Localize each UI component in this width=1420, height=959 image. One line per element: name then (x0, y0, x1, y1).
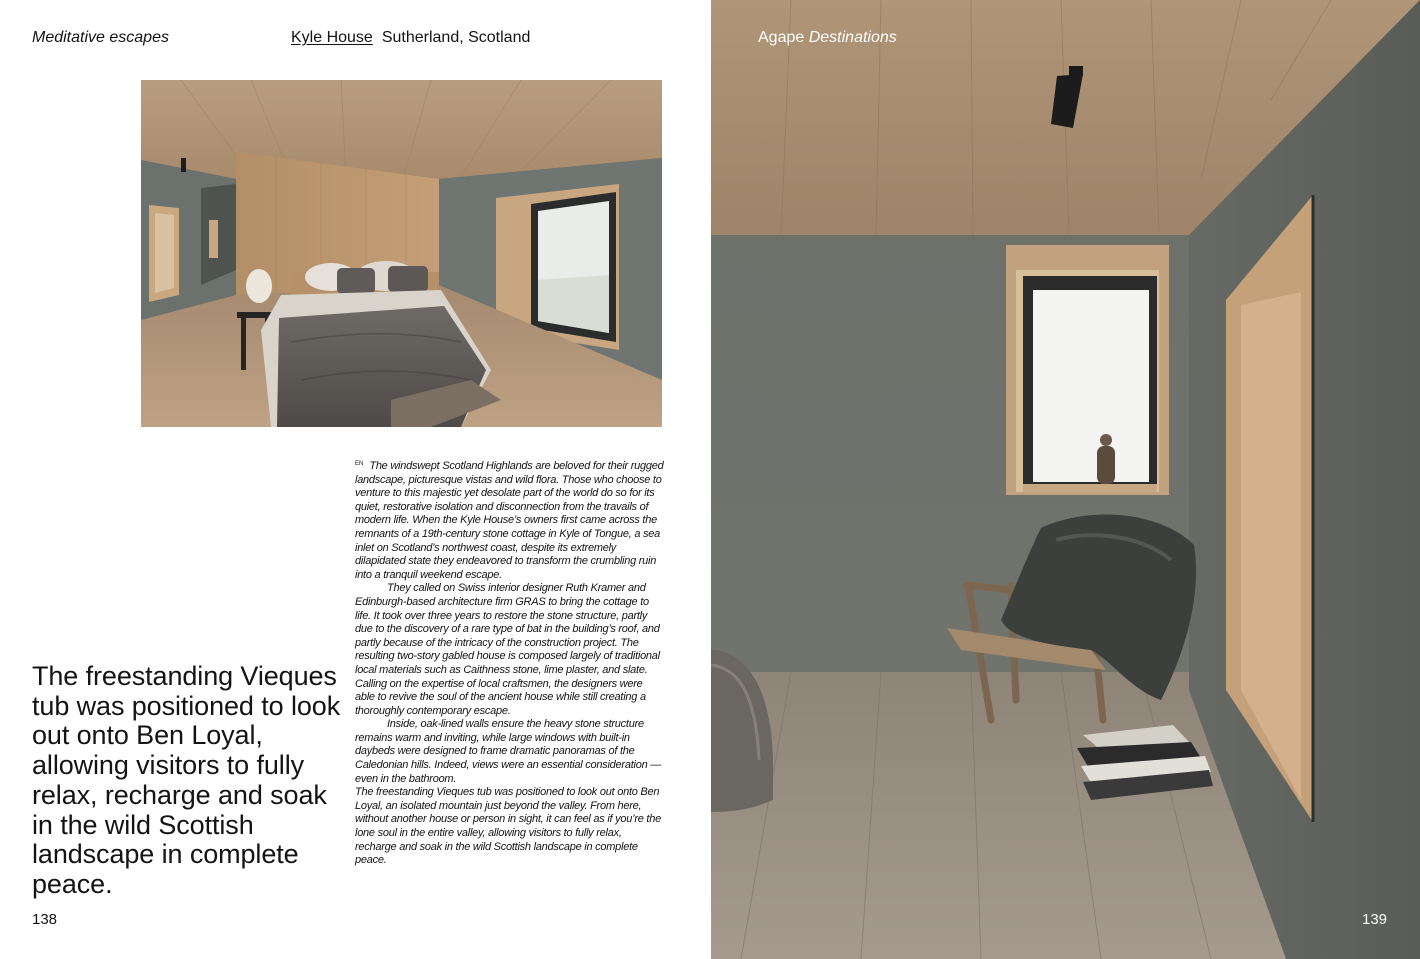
bedroom-photo (141, 80, 662, 427)
right-page (711, 0, 1420, 959)
house-name-link[interactable]: Kyle House (291, 29, 373, 46)
publication-name: Agape (758, 29, 805, 46)
running-header-section: Meditative escapes (32, 29, 169, 46)
body-paragraph: Inside, oak-lined walls ensure the heavy stone structure remains warm and inviting, while large windows with built-in daybeds were designed to frame dramatic panoramas of the Caledonian hills. Indeed, views were an essential consideration — even in the bathroom. (355, 718, 661, 785)
page-number-left: 138 (32, 911, 58, 928)
article-body (355, 458, 665, 868)
body-paragraph: $^{EN}$ The windswept Scotland Highlands are beloved for their rugged landscape, picturesque vistas and wild flora. Those who choose to venture to this majestic yet desolate part of the world do so for its quiet, restorative isolation and disconnection from the travails of modern life. When the Kyle House’s owners first came across the remnants of a 19th-century stone cottage in Kyle of Tongue, a sea inlet on Scotland’s northwest coast, despite its extremely dilapidated state they endeavored to transform the crumbling ruin into a tranquil weekend escape. (355, 460, 664, 581)
running-header-place (291, 29, 530, 47)
room-with-chair-photo (711, 0, 1420, 959)
body-paragraph: The freestanding Vieques tub was positioned to look out onto Ben Loyal, an isolated mountain just beyond the valley. From here, without another house or person in sight, it can feel as if you’re the lone soul in the entire valley, allowing visitors to fully relax, recharge and soak in the wild Scottish landscape in complete peace. (355, 786, 661, 867)
language-tag: EN (355, 461, 364, 467)
location-label: Sutherland, Scotland (381, 29, 531, 46)
pull-quote: The freestanding Vieques tub was positioned to look out onto Ben Loyal, allowing visitors to fully relax, recharge and soak in the wild Scottish landscape in complete peace. (32, 661, 341, 899)
running-header-publication (758, 29, 897, 47)
section-name: Destinations (808, 29, 897, 46)
body-paragraph: They called on Swiss interior designer Ruth Kramer and Edinburgh-based architecture firm GRAS to bring the cottage to life. It took over three years to restore the stone structure, partly due to the discovery of a rare type of bat in the building’s roof, and partly because of the intricacy of the construction project. The resulting two-story gabled house is composed largely of traditional local materials such as Caithness stone, lime plaster, and slate. Calling on the expertise of local craftsmen, the designers were able to revive the soul of the ancient house while still creating a thoroughly contemporary escape. (355, 582, 660, 717)
page-number-right: 139 (1362, 911, 1388, 928)
